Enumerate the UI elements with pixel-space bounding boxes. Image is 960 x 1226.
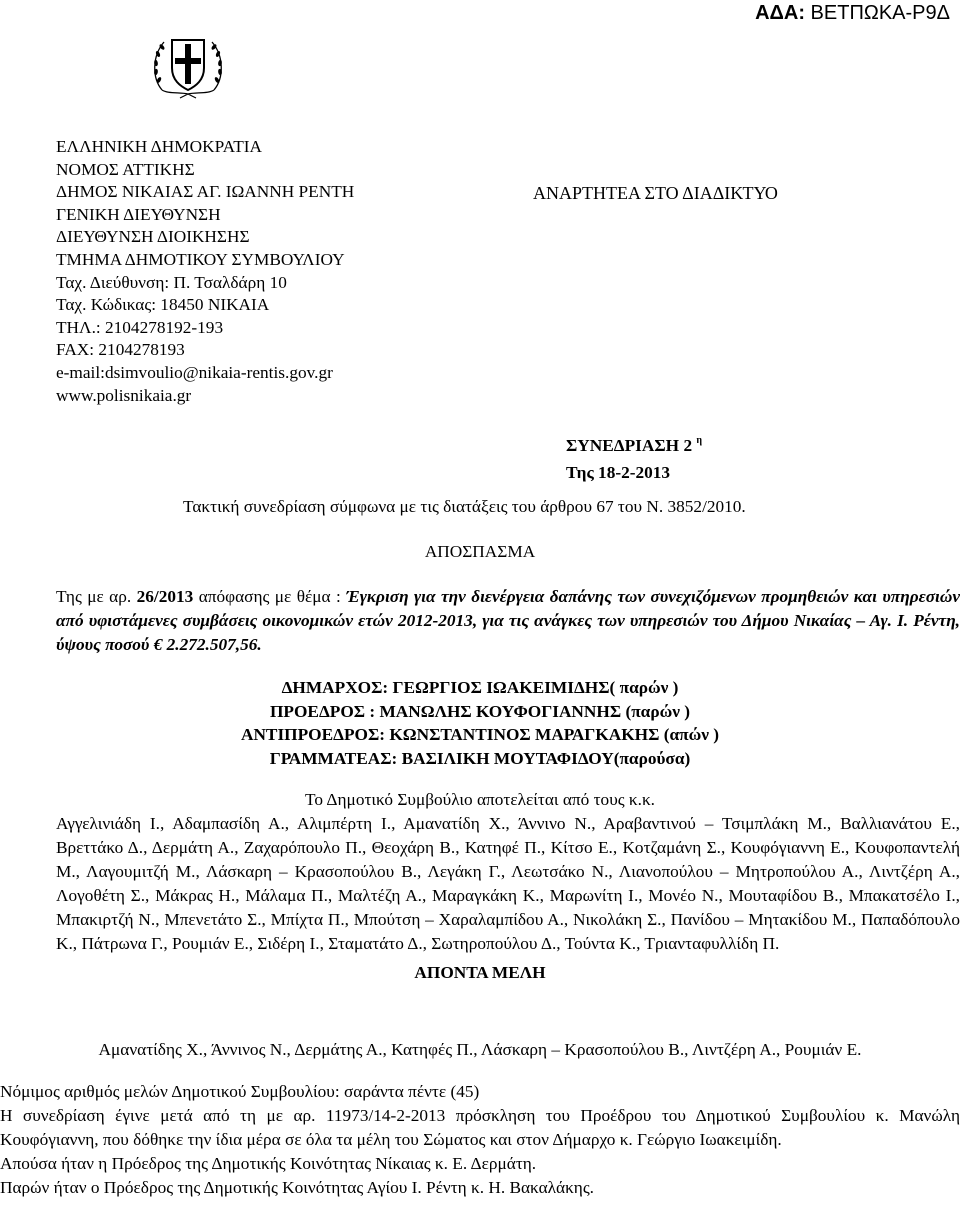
session-title <box>566 427 702 459</box>
header-line: e-mail:dsimvoulio@nikaia-rentis.gov.gr <box>56 362 333 382</box>
ada-value: ΒΕΤΠΩΚΑ-Ρ9Δ <box>810 2 950 24</box>
header-line: Ταχ. Διεύθυνση: Π. Τσαλδάρη 10 <box>56 272 287 292</box>
note-present-president: Παρών ήταν ο Πρόεδρος της Δημοτικής Κοινότητας Αγίου Ι. Ρέντη κ. Η. Βακαλάκης. <box>0 1178 595 1197</box>
decision-number: 26/2013 <box>136 587 194 606</box>
council-intro: Το Δημοτικό Συμβούλιο αποτελείται από τους κ.κ. <box>305 790 655 809</box>
header-line: Ταχ. Κώδικας: 18450 ΝΙΚΑΙΑ <box>56 295 270 315</box>
session-date: Της 18-2-2013 <box>566 463 671 482</box>
ada-code <box>755 2 950 25</box>
header-line: ΤΜΗΜΑ ΔΗΜΟΤΙΚΟΥ ΣΥΜΒΟΥΛΙΟΥ <box>56 249 345 269</box>
header-line: ΤΗΛ.: 2104278192-193 <box>56 317 224 337</box>
note-quorum: Νόμιμος αριθμός μελών Δημοτικού Συμβουλίου: σαράντα πέντε (45) <box>0 1082 480 1101</box>
session-block <box>566 427 702 486</box>
header-line: ΕΛΛΗΝΙΚΗ ΔΗΜΟΚΡΑΤΙΑ <box>56 137 262 156</box>
header-line: ΓΕΝΙΚΗ ΔΙΕΥΘΥΝΣΗ <box>56 204 221 224</box>
absent-members-title: ΑΠΟΝΤΑ ΜΕΛΗ <box>414 963 546 982</box>
council-members-list: Αγγελινιάδη Ι., Αδαμπασίδη Α., Αλιμπέρτη Ι., Αμανατίδη Χ., Άννινο Ν., Αραβαντινού – Τσιμπλάκη Μ., Βαλλιανάτου Ε., Βρεττάκο Δ., Δερμάτη Α., Ζαχαρόπουλο Π., Θεοχάρη Β., Κατηφέ Π., Κίτσο Ε., Κοτζαμάνη Σ., Κουφόγιαννη Ε., Κουφοπαντελή Μ., Λαγουμιτζή Μ., Λάσκαρη – Κρασοπούλου Β., Λεγάκη Γ., Λεωτσάκο Ν., Λιανοπούλου – Μητροπούλου Α., Λιντζέρη Α., Λογοθέτη Σ., Μάκρας Η., Μάλαμα Π., Μαλτέζη Α., Μαραγκάκη Κ., Μαρωνίτη Ι., Μονέο Ν., Μουταφίδου Β., Μπακατσέλο Ι., Μπακιρτζή Ν., Μπενετάτο Σ., Μπίχτα Π., Μπούτση – Χαραλαμπίδου Α., Νικολάκη Σ., Πανίδου – Μητακίδου Μ., Παπαδόπουλο Κ., Πάτρωνα Γ., Ρουμιάν Ε., Σιδέρη Ι., Σταματάτο Δ., Σωτηροπούλου Δ., Τούντα Κ., Τριανταφυλλίδη Π. <box>56 814 960 953</box>
official-mayor: ΔΗΜΑΡΧΟΣ: ΓΕΩΡΓΙΟΣ ΙΩΑΚΕΙΜΙΔΗΣ( παρών ) <box>281 678 679 697</box>
official-president: ΠΡΟΕΔΡΟΣ : ΜΑΝΩΛΗΣ ΚΟΥΦΟΓΙΑΝΝΗΣ (παρών ) <box>269 701 690 721</box>
header-line: ΔΙΕΥΘΥΝΣΗ ΔΙΟΙΚΗΣΗΣ <box>56 227 250 247</box>
decision-paragraph <box>56 585 960 657</box>
decision-middle: απόφασης με θέμα : <box>193 587 347 606</box>
session-title-sup: η <box>696 435 703 446</box>
note-invitation: Η συνεδρίαση έγινε μετά από τη με αρ. 11973/14-2-2013 πρόσκληση του Προέδρου του Δημοτικού Συμβουλίου κ. Μανώλη Κουφόγιαννη, που δόθηκε την ίδια μέρα σε όλα τα μέλη του Σώματος και στον Δήμαρχο κ. Γεώργιο Ιωακειμίδη. <box>0 1106 960 1149</box>
header-line: www.polisnikaia.gr <box>56 385 192 405</box>
header-line: FAX: 2104278193 <box>56 340 185 360</box>
officials-list <box>0 676 960 770</box>
posting-notice: ΑΝΑΡΤΗΤΕΑ ΣΤΟ ΔΙΑΔΙΚΤΥΟ <box>533 183 778 203</box>
absent-members-list: Αμανατίδης Χ., Άννινος Ν., Δερμάτης Α., Κατηφές Π., Λάσκαρη – Κρασοπούλου Β., Λιντζέρη Α., Ρουμιάν Ε. <box>98 1040 862 1059</box>
excerpt-title: ΑΠΟΣΠΑΣΜΑ <box>424 542 536 561</box>
header-line: ΝΟΜΟΣ ΑΤΤΙΚΗΣ <box>56 159 195 179</box>
decision-prefix: Της με αρ. <box>56 587 137 606</box>
session-title-text: ΣΥΝΕΔΡΙΑΣΗ 2 <box>566 436 693 455</box>
hellenic-republic-emblem-icon <box>150 28 226 104</box>
ordinary-session-note: Τακτική συνεδρίαση σύμφωνα με τις διατάξεις του άρθρου 67 του Ν. 3852/2010. <box>183 497 746 516</box>
ada-label: ΑΔΑ: <box>755 2 805 24</box>
session-notes <box>0 1080 960 1200</box>
decision-subject: Έγκριση για την διενέργεια δαπάνης των συνεχιζόμενων προμηθειών και υπηρεσιών από υφιστάμενες συμβάσεις οικονομικών ετών 2012-2013, για τις ανάγκες των υπηρεσιών του Δήμου Νικαίας – Αγ. Ι. Ρέντη, ύψους ποσού € 2.272.507,56. <box>56 587 960 654</box>
official-vice-president: ΑΝΤΙΠΡΟΕΔΡΟΣ: ΚΩΝΣΤΑΝΤΙΝΟΣ ΜΑΡΑΓΚΑΚΗΣ (απών ) <box>240 725 720 744</box>
official-secretary: ΓΡΑΜΜΑΤΕΑΣ: ΒΑΣΙΛΙΚΗ ΜΟΥΤΑΦΙΔΟΥ(παρούσα) <box>269 748 691 768</box>
note-absent-president: Απούσα ήταν η Πρόεδρος της Δημοτικής Κοινότητας Νίκαιας κ. Ε. Δερμάτη. <box>0 1154 537 1173</box>
header-line: ΔΗΜΟΣ ΝΙΚΑΙΑΣ ΑΓ. ΙΩΑΝΝΗ ΡΕΝΤΗ <box>56 182 355 202</box>
authority-header <box>56 136 354 407</box>
